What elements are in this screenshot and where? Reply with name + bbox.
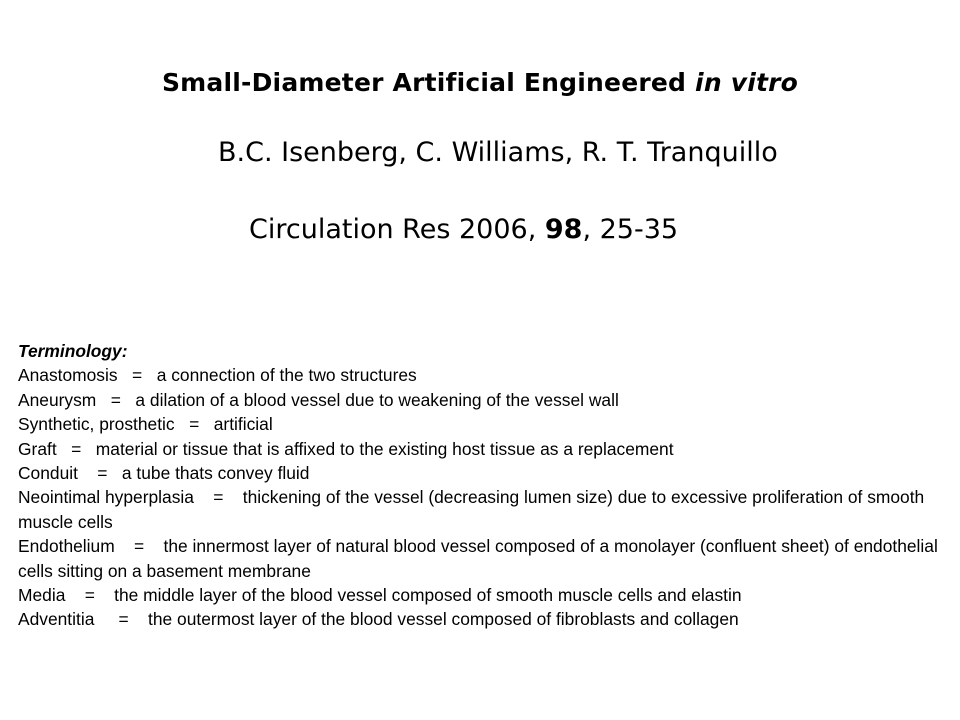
authors-line: B.C. Isenberg, C. Williams, R. T. Tranquillo bbox=[218, 137, 778, 168]
citation-volume: 98 bbox=[544, 214, 583, 245]
term-endothelium: Endothelium = the innermost layer of natural blood vessel composed of a monolayer (confluent sheet) of endothelial cells sitting on a basement membrane bbox=[18, 536, 943, 581]
citation-prefix: Circulation Res 2006, bbox=[249, 214, 537, 245]
term-aneurysm: Aneurysm = a dilation of a blood vessel due to weakening of the vessel wall bbox=[18, 389, 619, 410]
term-graft: Graft = material or tissue that is affixed to the existing host tissue as a replacement bbox=[18, 438, 674, 459]
citation-pages: , 25-35 bbox=[582, 214, 679, 245]
term-media: Media = the middle layer of the blood vessel composed of smooth muscle cells and elastin bbox=[18, 585, 742, 606]
term-conduit: Conduit = a tube thats convey fluid bbox=[18, 463, 310, 484]
term-synthetic-prosthetic: Synthetic, prosthetic = artificial bbox=[18, 414, 273, 435]
title-italic: in vitro bbox=[695, 68, 799, 97]
slide-title bbox=[0, 68, 960, 97]
terminology-block bbox=[18, 339, 954, 632]
terminology-heading: Terminology: bbox=[18, 341, 128, 361]
term-adventitia: Adventitia = the outermost layer of the blood vessel composed of fibroblasts and collagen bbox=[18, 609, 739, 630]
title-main: Small-Diameter Artificial Engineered bbox=[161, 68, 687, 97]
citation-line bbox=[249, 214, 678, 245]
term-neointimal-hyperplasia: Neointimal hyperplasia = thickening of the vessel (decreasing lumen size) due to excessive proliferation of smooth muscle cells bbox=[18, 487, 930, 532]
term-anastomosis: Anastomosis = a connection of the two structures bbox=[18, 365, 417, 386]
